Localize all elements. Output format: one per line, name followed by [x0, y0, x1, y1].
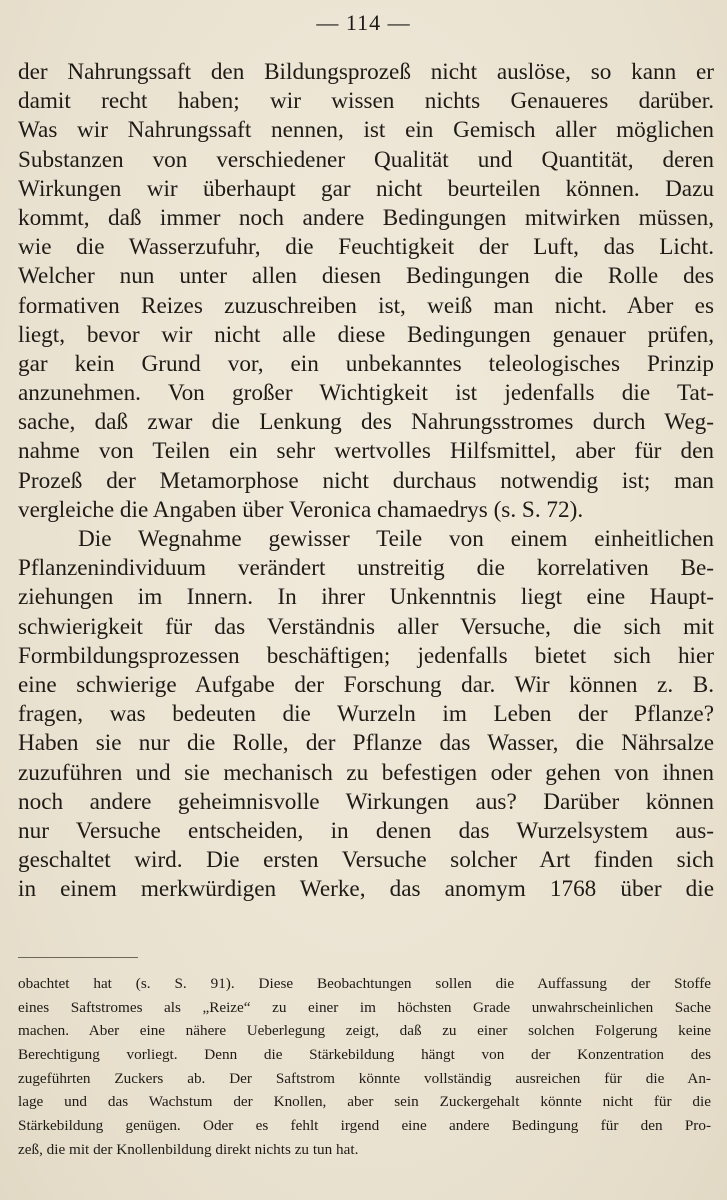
text-line: eine schwierige Aufgabe der Forschung dar. Wir können z. B.: [18, 671, 714, 698]
footnote-line: Stärkebildung genügen. Oder es fehlt irgend eine andere Bedingung für den Pro-: [18, 1117, 711, 1135]
text-line: nahme von Teilen ein sehr wertvolles Hilfsmittel, aber für den: [18, 438, 714, 465]
text-line: Substanzen von verschiedener Qualität und Quantität, deren: [18, 146, 714, 173]
text-line: Formbildungsprozessen beschäftigen; jedenfalls bietet sich hier: [18, 642, 714, 669]
text-line: liegt, bevor wir nicht alle diese Bedingungen genauer prüfen,: [18, 321, 714, 348]
text-line: schwierigkeit für das Verständnis aller Versuche, die sich mit: [18, 613, 714, 640]
main-text-block: [18, 58, 714, 904]
footnote-line: machen. Aber eine nähere Ueberlegung zeigt, daß zu einer solchen Folgerung keine: [18, 1022, 711, 1040]
footnote-line: zugeführten Zuckers ab. Der Saftstrom könnte vollständig ausreichen für die An-: [18, 1069, 711, 1087]
text-line: vergleiche die Angaben über Veronica chamaedrys (s. S. 72).: [18, 496, 584, 523]
text-line: Was wir Nahrungssaft nennen, ist ein Gemisch aller möglichen: [18, 117, 714, 144]
text-line: wie die Wasserzufuhr, die Feuchtigkeit der Luft, das Licht.: [18, 234, 714, 261]
text-line: nur Versuche entscheiden, in denen das Wurzelsystem aus-: [18, 817, 714, 844]
footnote-line: Berechtigung vorliegt. Denn die Stärkebildung hängt von der Konzentration des: [18, 1046, 711, 1064]
text-line: der Nahrungssaft den Bildungsprozeß nicht auslöse, so kann er: [18, 59, 714, 85]
text-line: fragen, was bedeuten die Wurzeln im Leben der Pflanze?: [18, 701, 714, 728]
text-line: formativen Reizes zuzuschreiben ist, weiß man nicht. Aber es: [18, 292, 714, 319]
footnote-line: zeß, die mit der Knollenbildung direkt nichts zu tun hat.: [18, 1140, 359, 1158]
text-line: geschaltet wird. Die ersten Versuche solcher Art finden sich: [18, 847, 714, 874]
text-line: Pflanzenindividuum verändert unstreitig die korrelativen Be-: [18, 555, 714, 582]
text-line: in einem merkwürdigen Werke, das anomym 1768 über die: [18, 876, 714, 903]
text-line: Haben sie nur die Rolle, der Pflanze das Wasser, die Nährsalze: [18, 730, 714, 757]
footnote-block: [18, 972, 711, 1162]
text-line: sache, daß zwar die Lenkung des Nahrungsstromes durch Weg-: [18, 409, 714, 436]
text-line: Wirkungen wir überhaupt gar nicht beurteilen können. Dazu: [18, 175, 714, 202]
text-line: damit recht haben; wir wissen nichts Genaueres darüber.: [18, 88, 714, 115]
page-number: — 114 —: [316, 10, 411, 35]
text-line: gar kein Grund vor, ein unbekanntes teleologisches Prinzip: [18, 350, 714, 377]
paragraph-first-line: Die Wegnahme gewisser Teile von einem einheitlichen: [78, 526, 714, 552]
text-line: kommt, daß immer noch andere Bedingungen mitwirken müssen,: [18, 204, 714, 231]
footnote-line: eines Saftstromes als „Reize“ zu einer im höchsten Grade unwahrscheinlichen Sache: [18, 998, 711, 1016]
footnote-line: lage und das Wachstum der Knollen, aber sein Zuckergehalt könnte nicht für die: [18, 1093, 711, 1111]
text-line: Welcher nun unter allen diesen Bedingungen die Rolle des: [18, 263, 714, 290]
text-line: anzunehmen. Von großer Wichtigkeit ist jedenfalls die Tat-: [18, 380, 714, 407]
footnote-line: obachtet hat (s. S. 91). Diese Beobachtungen sollen die Auffassung der Stoffe: [18, 975, 711, 992]
text-line: noch andere geheimnisvolle Wirkungen aus? Darüber können: [18, 788, 714, 815]
text-line: Prozeß der Metamorphose nicht durchaus notwendig ist; man: [18, 467, 714, 494]
footnote-divider: [18, 957, 138, 958]
text-line: ziehungen im Innern. In ihrer Unkenntnis liegt eine Haupt-: [18, 584, 714, 611]
text-line: zuzuführen und sie mechanisch zu befestigen oder gehen von ihnen: [18, 759, 714, 786]
